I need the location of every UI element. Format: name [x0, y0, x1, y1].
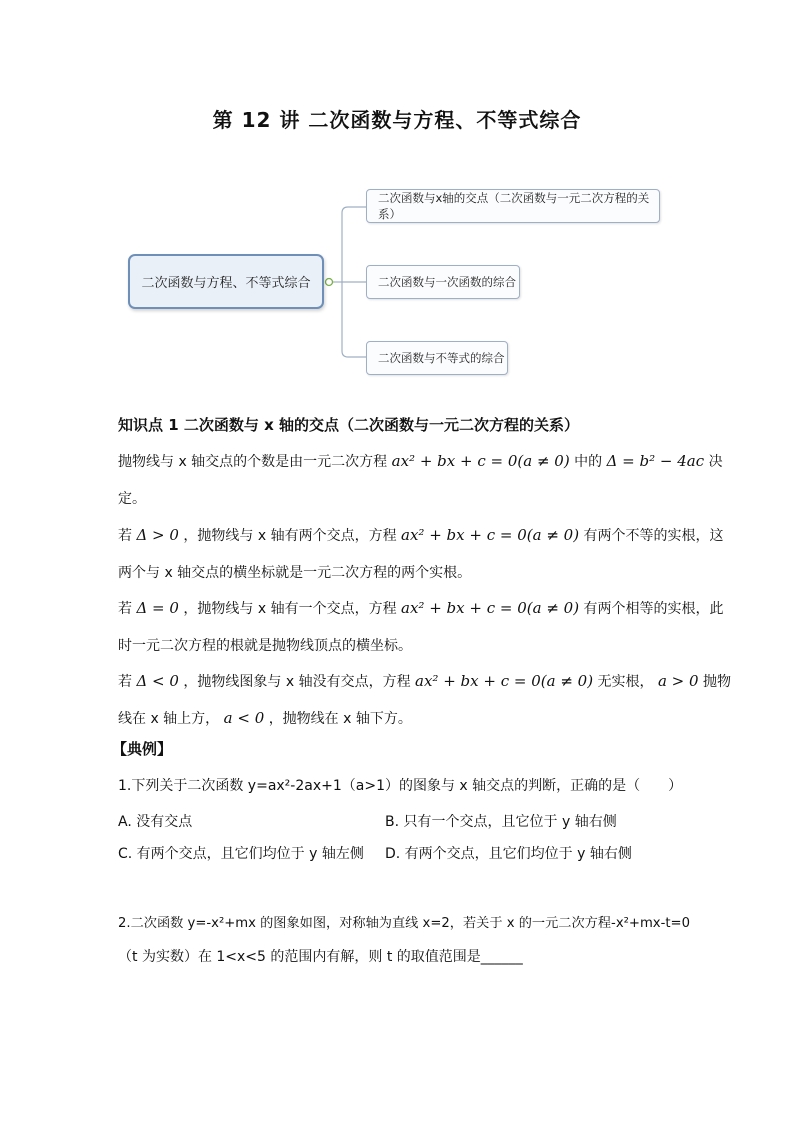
paragraph-3-line2: 时一元二次方程的根就是抛物线顶点的横坐标。 [118, 638, 412, 654]
section-heading: 知识点 1 二次函数与 x 轴的交点（二次函数与一元二次方程的关系） [118, 416, 580, 434]
quadratic-equation: ax² + bx + c = 0(a ≠ 0) [415, 672, 594, 690]
condition: Δ > 0 [136, 526, 179, 544]
text-fragment: ，抛物线在 x 轴下方。 [268, 711, 412, 727]
paragraph-1-line2: 定。 [118, 491, 146, 507]
text-fragment: 无实根， [597, 674, 654, 690]
condition: Δ = 0 [136, 599, 179, 617]
question-1-option-c: C. 有两个交点，且它们均位于 y 轴左侧 [118, 846, 364, 862]
question-2-line1: 2.二次函数 y=-x²+mx 的图象如图，对称轴为直线 x=2，若关于 x 的一元二次方程-x²+mx-t=0 [118, 916, 690, 931]
paragraph-2-line2: 两个与 x 轴交点的横坐标就是一元二次方程的两个实根。 [118, 565, 472, 581]
quadratic-equation: ax² + bx + c = 0(a ≠ 0) [391, 452, 570, 470]
question-2-line2: （t 为实数）在 1<x<5 的范围内有解，则 t 的取值范围是______ [118, 949, 523, 965]
text-fragment: 抛物 [703, 674, 732, 690]
mindmap-branch-inequality: 二次函数与不等式的综合 [366, 341, 508, 375]
text-fragment: 有两个相等的实根，此 [583, 601, 724, 617]
text-fragment: 中的 [574, 454, 603, 470]
discriminant-formula: Δ = b² − 4ac [606, 452, 705, 470]
mindmap-center-node: 二次函数与方程、不等式综合 [128, 254, 324, 309]
text-fragment: ，抛物线与 x 轴有一个交点，方程 [183, 601, 397, 617]
paragraph-1-line1 [118, 451, 723, 471]
mindmap-branch-intersection: 二次函数与x轴的交点（二次函数与一元二次方程的关系） [366, 189, 660, 223]
text-fragment: 线在 x 轴上方， [118, 711, 220, 727]
text-fragment: 若 [118, 528, 132, 544]
text-fragment: 有两个不等的实根，这 [583, 528, 724, 544]
text-fragment: 若 [118, 601, 132, 617]
quadratic-equation: ax² + bx + c = 0(a ≠ 0) [401, 526, 580, 544]
paragraph-4-line1 [118, 671, 731, 691]
quadratic-equation: ax² + bx + c = 0(a ≠ 0) [401, 599, 580, 617]
text-fragment: ，抛物线图象与 x 轴没有交点，方程 [183, 674, 411, 690]
condition: a < 0 [223, 709, 265, 727]
examples-label: 【典例】 [112, 740, 173, 758]
paragraph-2-line1 [118, 525, 724, 545]
text-fragment: 决 [708, 454, 723, 470]
question-1-option-a: A. 没有交点 [118, 814, 193, 830]
text-fragment: 抛物线与 x 轴交点的个数是由一元二次方程 [118, 454, 388, 470]
condition: Δ < 0 [136, 672, 179, 690]
mindmap-branch-linear: 二次函数与一次函数的综合 [366, 265, 520, 299]
page-title: 第 12 讲 二次函数与方程、不等式综合 [212, 108, 582, 132]
question-1-stem: 1.下列关于二次函数 y=ax²-2ax+1（a>1）的图象与 x 轴交点的判断，正确的是（ ） [118, 778, 683, 794]
paragraph-3-line1 [118, 598, 724, 618]
question-1-option-b: B. 只有一个交点，且它位于 y 轴右侧 [385, 814, 617, 830]
text-fragment: ，抛物线与 x 轴有两个交点，方程 [183, 528, 397, 544]
text-fragment: 若 [118, 674, 132, 690]
paragraph-4-line2 [118, 708, 412, 728]
question-1-option-d: D. 有两个交点，且它们均位于 y 轴右侧 [385, 846, 632, 862]
condition: a > 0 [657, 672, 699, 690]
